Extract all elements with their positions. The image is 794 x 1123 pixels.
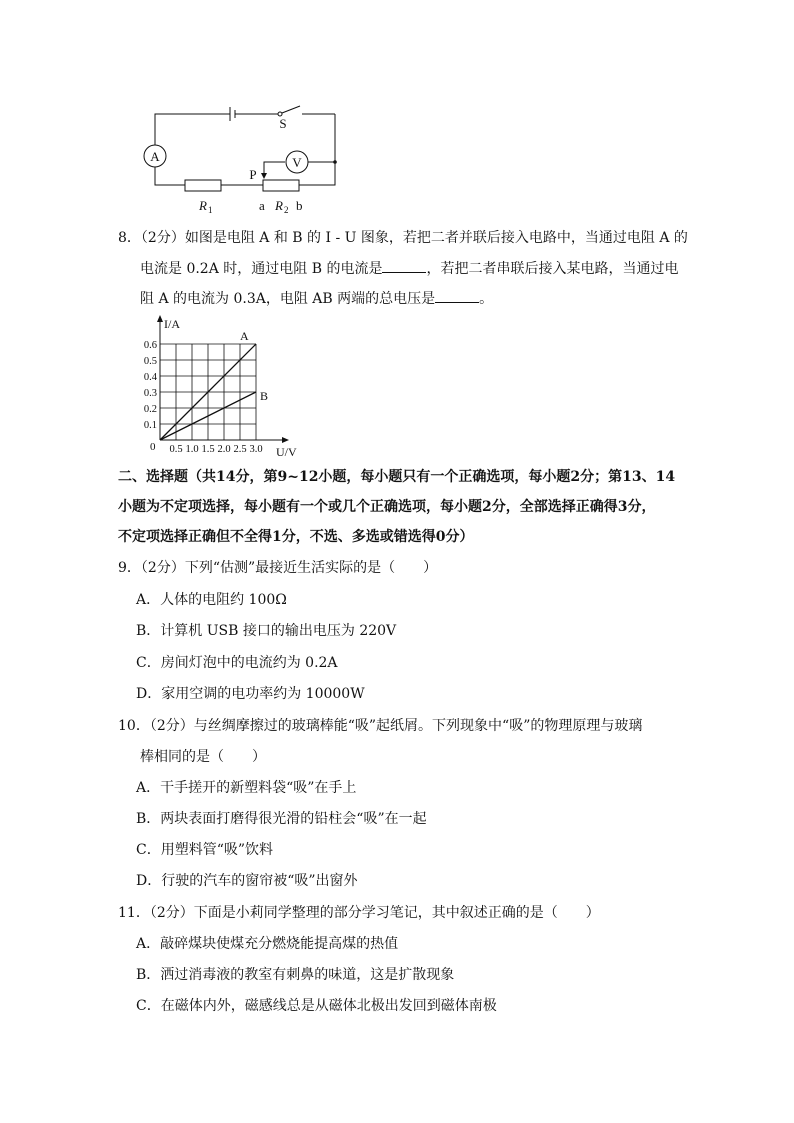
- section2-heading-line-1: 二、选择题（共14分，第9~12小题，每小题只有一个正确选项，每小题2分；第13、14: [118, 469, 676, 485]
- q9-option-a[interactable]: A．人体的电阻约 100Ω: [136, 592, 287, 608]
- q11-option-b[interactable]: B．洒过消毒液的教室有刺鼻的味道，这是扩散现象: [136, 967, 455, 983]
- q8-line-3-start: 阻 A 的电流为 0.3A，电阻 AB 两端的总电压是: [140, 291, 436, 307]
- x-tick-label: 2.5: [233, 444, 247, 455]
- ammeter-label: A: [150, 149, 160, 164]
- switch-label: S: [279, 116, 287, 131]
- circuit-diagram: [130, 100, 350, 220]
- y-tick-label: 0.4: [143, 372, 157, 383]
- r2-end-a-label: a: [259, 198, 265, 213]
- y-tick-label: 0.1: [143, 420, 157, 431]
- x-tick-label: 1.0: [185, 444, 199, 455]
- q8-line-2: [140, 258, 678, 279]
- q8-line-3-end: 。: [479, 291, 494, 307]
- q9-stem: 9．（2分）下列“估测”最接近生活实际的是（ ）: [118, 560, 438, 576]
- x-tick-label: 3.0: [249, 444, 263, 455]
- q11-stem: 11．（2分）下面是小莉同学整理的部分学习笔记，其中叙述正确的是（ ）: [118, 905, 600, 921]
- resistor-r2: [263, 180, 299, 191]
- y-tick-label: 0.2: [143, 404, 157, 415]
- q8-line-1: 8．（2分）如图是电阻 A 和 B 的 I - U 图象，若把二者并联后接入电路中，当通过电阻 A 的: [118, 230, 688, 246]
- circuit-wire-left-bottom: [155, 167, 185, 185]
- q9-option-b[interactable]: B．计算机 USB 接口的输出电压为 220V: [136, 623, 397, 639]
- q11-option-a[interactable]: A．敲碎煤块使煤充分燃烧能提高煤的热值: [136, 936, 399, 952]
- origin-label: 0: [150, 441, 156, 453]
- q8-line-2-end: ，若把二者串联后接入某电路，当通过电: [426, 261, 679, 277]
- x-tick-label: 0.5: [169, 444, 183, 455]
- x-axis-label: U/V: [276, 445, 297, 459]
- series-label-a: A: [240, 329, 249, 343]
- q8-answer-blank-2[interactable]: [435, 288, 479, 303]
- x-axis-arrow: [282, 437, 289, 443]
- q10-stem-line-1: 10．（2分）与丝绸摩擦过的玻璃棒能“吸”起纸屑。下列现象中“吸”的物理原理与玻璃: [118, 718, 643, 734]
- y-tick-label: 0.6: [143, 340, 157, 351]
- circuit-wire-right: [312, 114, 335, 185]
- slider-label: P: [249, 167, 257, 182]
- iu-chart: [138, 312, 308, 464]
- q9-option-c[interactable]: C．房间灯泡中的电流约为 0.2A: [136, 655, 338, 671]
- r1-subscript: 1: [208, 205, 213, 215]
- q10-option-d[interactable]: D．行驶的汽车的窗帘被“吸”出窗外: [136, 873, 358, 889]
- r2-end-b-label: b: [296, 198, 303, 213]
- y-axis-label: I/A: [164, 317, 180, 331]
- q10-option-a[interactable]: A．干手搓开的新塑料袋“吸”在手上: [136, 780, 357, 796]
- circuit-wire-top-left: [155, 114, 230, 145]
- q10-stem-line-2: 棒相同的是（ ）: [140, 749, 266, 765]
- y-tick-label: 0.5: [143, 356, 157, 367]
- x-tick-label: 1.5: [201, 444, 215, 455]
- q9-option-d[interactable]: D．家用空调的电功率约为 10000W: [136, 686, 365, 702]
- switch-blade: [282, 106, 300, 113]
- r2-subscript: 2: [284, 205, 289, 215]
- voltmeter-label: V: [292, 155, 302, 170]
- junction-dot: [333, 160, 337, 164]
- q8-line-3: [140, 288, 493, 309]
- section2-heading-line-3: 不定项选择正确但不全得1分，不选、多选或错选得0分）: [118, 529, 474, 545]
- q10-option-b[interactable]: B．两块表面打磨得很光滑的铅柱会“吸”在一起: [136, 811, 427, 827]
- r2-label: R: [275, 198, 283, 213]
- y-axis-arrow: [157, 315, 163, 322]
- r1-label: R: [199, 198, 207, 213]
- resistor-r1: [185, 180, 221, 191]
- slider-arrow: [261, 173, 267, 179]
- q8-answer-blank-1[interactable]: [382, 258, 426, 273]
- slider-wire: [264, 162, 285, 177]
- x-tick-label: 2.0: [217, 444, 231, 455]
- y-tick-label: 0.3: [143, 388, 157, 399]
- q8-line-2-start: 电流是 0.2A 时，通过电阻 B 的电流是: [140, 261, 383, 277]
- q11-option-c[interactable]: C．在磁体内外，磁感线总是从磁体北极出发回到磁体南极: [136, 998, 497, 1014]
- series-label-b: B: [260, 389, 269, 403]
- q10-option-c[interactable]: C．用塑料管“吸”饮料: [136, 842, 274, 858]
- section2-heading-line-2: 小题为不定项选择，每小题有一个或几个正确选项，每小题2分，全部选择正确得3分，: [118, 499, 656, 515]
